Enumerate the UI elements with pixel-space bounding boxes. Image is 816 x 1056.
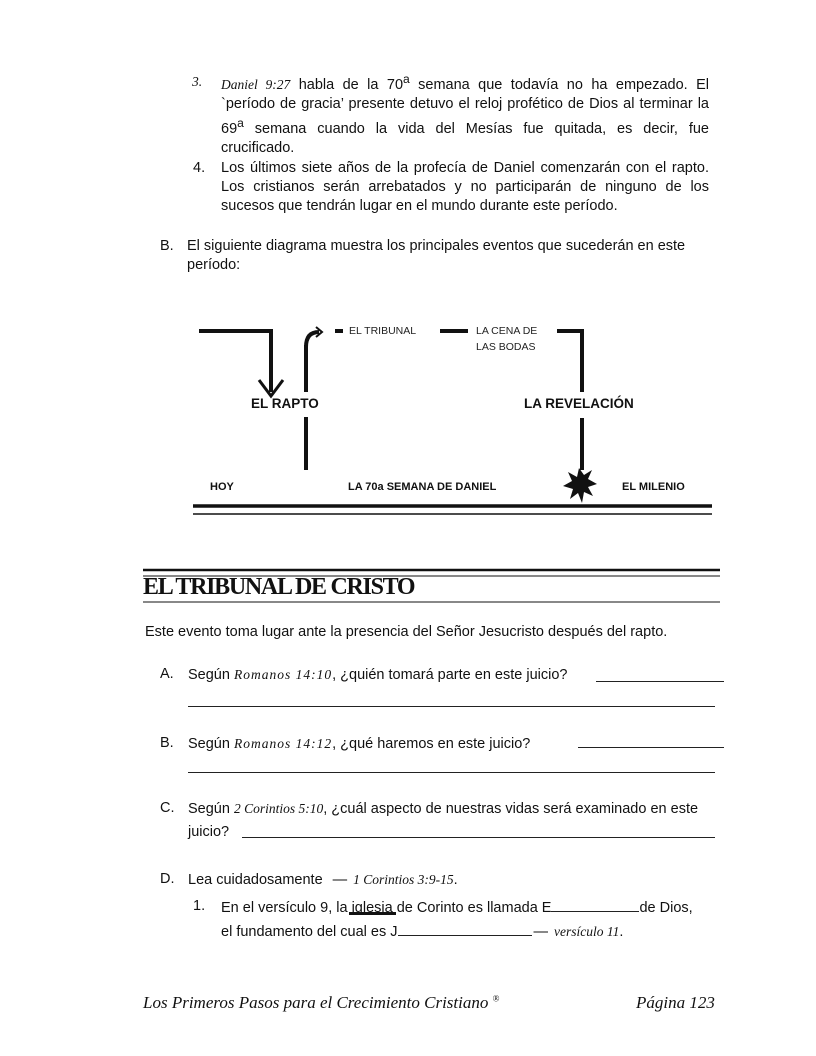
footer-page-number: Página 123 [636,993,715,1012]
answer-line-b2[interactable] [188,772,715,773]
section-b-letter: B. [160,238,174,254]
question-d-letter: D. [160,871,175,887]
question-b-letter: B. [160,735,174,751]
answer-line-a2[interactable] [188,706,715,707]
rapto-arrow [199,329,283,396]
label-cena-2: LAS BODAS [476,341,536,353]
question-c-text-2: juicio? [188,824,230,840]
question-b-text: Según Romanos 14:12, ¿qué haremos en este juicio? [188,736,531,752]
label-rapto: EL RAPTO [251,396,319,411]
label-hoy: HOY [210,481,234,493]
answer-line-a1[interactable] [596,681,724,682]
question-a-letter: A. [160,666,174,682]
iglesia-word: iglesia [352,900,393,916]
item-4-number: 4. [193,160,206,176]
label-revelacion: LA REVELACIÓN [524,396,634,411]
scripture-reference: Daniel 9:27 [221,76,291,92]
answer-line-b1[interactable] [578,747,724,748]
question-d-text: Lea cuidadosamente — 1 Corintios 3:9-15. [188,872,458,888]
label-semana: LA 70a SEMANA DE DANIEL [348,481,497,493]
item-d1-line2: el fundamento del cual es J — versículo 11. [221,921,623,942]
footer-title: Los Primeros Pasos para el Crecimiento Cristiano ® [143,993,500,1012]
question-a-text: Según Romanos 14:10, ¿quién tomará parte en este juicio? [188,667,568,683]
burst-icon [563,468,597,503]
section-b-text: El siguiente diagrama muestra los principales eventos que sucederán en este período: [187,238,686,273]
item-d1-line1: En el versículo 9, la iglesia de Corinto es llamada E de Dios, [221,897,693,918]
item-4-text: Los últimos siete años de la profecía de Daniel comenzarán con el rapto. Los cristianos serán arrebatados y no participarán de ninguno de los sucesos que tendrán lugar en el mundo durante este período. [221,160,709,214]
question-c-letter: C. [160,800,175,816]
item-3-text: Daniel 9:27 habla de la 70$^a$ semana que todavía no ha empezado. El `período de gracia’ presente detuvo el reloj profético de Dios al terminar la 69$^a$ semana cuando la vida del Mesías fue quitada, es decir, fue crucificado. [221,72,709,156]
blank-e[interactable] [551,897,639,912]
label-cena-1: LA CENA DE [476,325,538,337]
intro-text: Este evento toma lugar ante la presencia del Señor Jesucristo después del rapto. [145,624,668,640]
question-c-text: Según 2 Corintios 5:10, ¿cuál aspecto de nuestras vidas será examinado en este [188,801,699,817]
item-3-number: 3. [192,74,203,89]
label-milenio: EL MILENIO [622,481,685,493]
item-d1-number: 1. [193,898,206,914]
section-heading: EL TRIBUNAL DE CRISTO [143,574,415,600]
blank-j[interactable] [398,921,532,936]
label-tribunal: EL TRIBUNAL [349,325,417,337]
answer-line-c[interactable] [242,837,715,838]
